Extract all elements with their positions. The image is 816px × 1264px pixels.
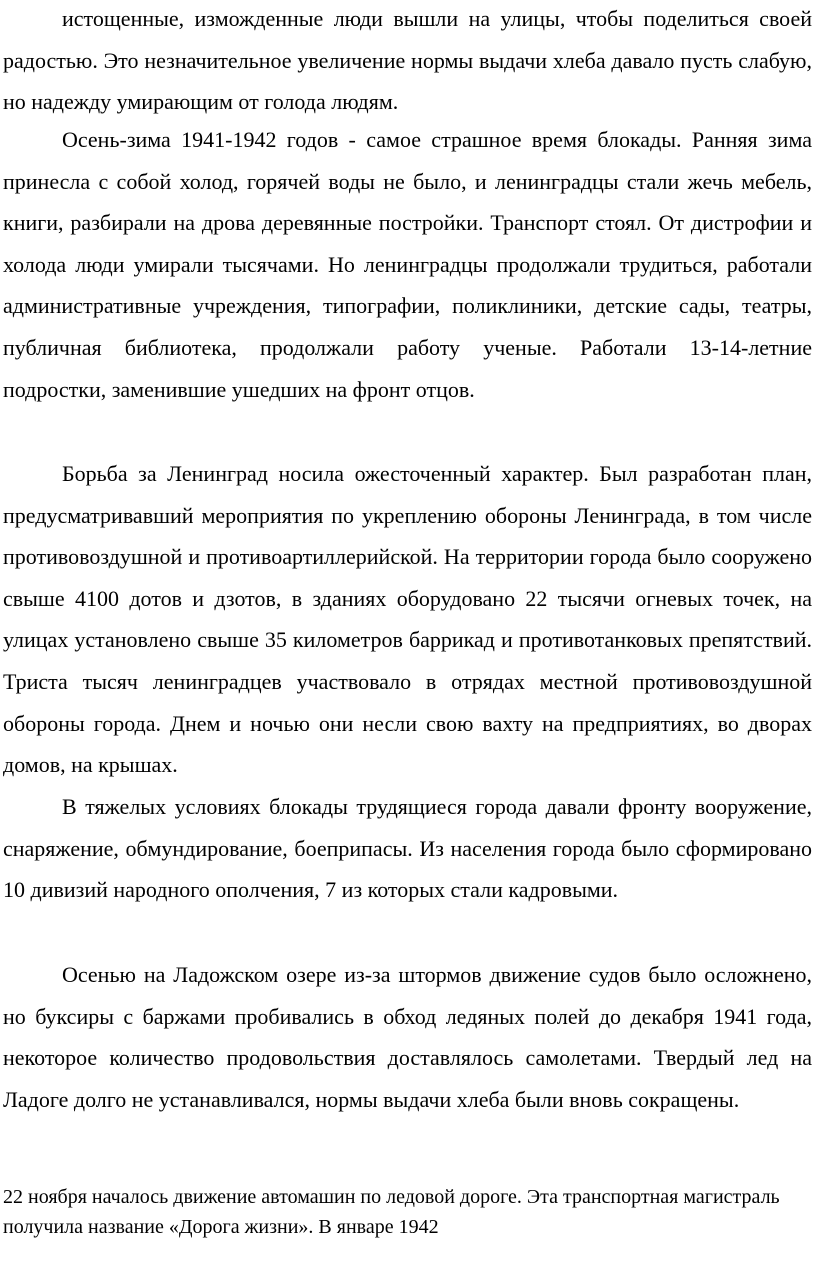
paragraph-defense: Борьба за Ленинград носила ожесточенный характер. Был разработан план, предусматривавший мероприятия по укреплению обороны Ленинграда, в том числе противовоздушной и противоартиллерийской. На территории города было сооружено свыше 4100 дотов и дзотов, в зданиях оборудовано 22 тысячи огневых точек, на улицах установлено свыше 35 километров баррикад и противотанковых препятствий. Триста тысяч ленинградцев участвовало в отрядах местной противовоздушной обороны города. Днем и ночью они несли свою вахту на предприятиях, во дворах домов, на крышах. [3,461,812,778]
paragraph-front-supply: В тяжелых условиях блокады трудящиеся города давали фронту вооружение, снаряжение, обмундирование, боеприпасы. Из населения города было сформировано 10 дивизий народного ополчения, 7 из которых стали кадровыми. [3,794,812,903]
paragraph-road-of-life: 22 ноября началось движение автомашин по ледовой дороге. Эта транспортная магистраль получила название «Дорога жизни». В январе 1942 [3,1186,780,1238]
paragraph-rations-joy: истощенные, изможденные люди вышли на улицы, чтобы поделиться своей радостью. Это незначительное увеличение нормы выдачи хлеба давало пусть слабую, но надежду умирающим от голода людям. [3,6,812,115]
paragraph-ladoga: Осенью на Ладожском озере из-за штормов движение судов было осложнено, но буксиры с баржами пробивались в обход ледяных полей до декабря 1941 года, некоторое количество продовольствия доставлялось самолетами. Твердый лед на Ладоге долго не устанавливался, нормы выдачи хлеба были вновь сокращены. [3,962,812,1112]
paragraph-autumn-winter: Осень-зима 1941-1942 годов - самое страшное время блокады. Ранняя зима принесла с собой холод, горячей воды не было, и ленинградцы стали жечь мебель, книги, разбирали на дрова деревянные постройки. Транспорт стоял. От дистрофии и холода люди умирали тысячами. Но ленинградцы продолжали трудиться, работали административные учреждения, типографии, поликлиники, детские сады, театры, публичная библиотека, продолжали работу ученые. Работали 13-14-летние подростки, заменившие ушедших на фронт отцов. [3,127,812,402]
